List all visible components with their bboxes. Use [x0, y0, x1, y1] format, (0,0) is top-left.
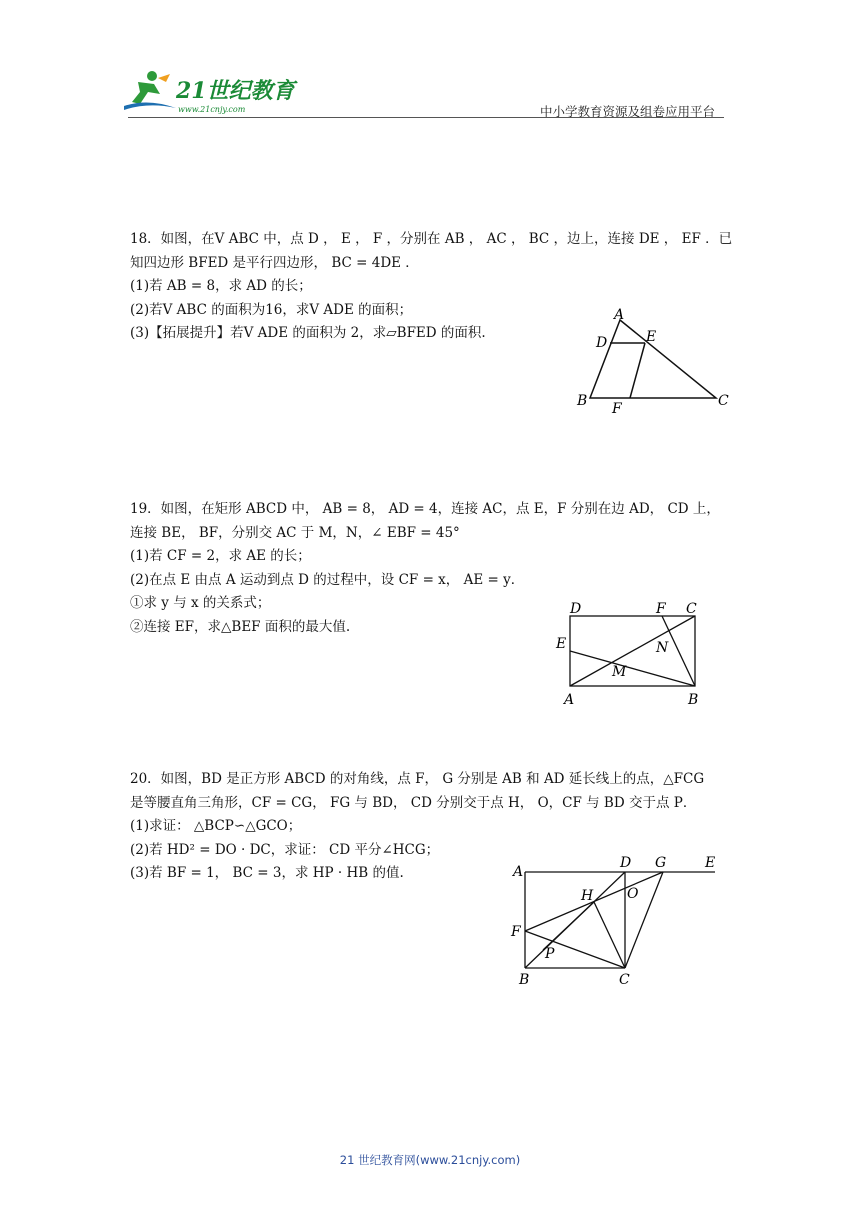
- q20-line-4: (2)若 HD² = DO · DC，求证： CD 平分∠HCG；: [130, 841, 440, 858]
- header-divider: [128, 117, 724, 118]
- q20-line-3: (1)求证： △BCP∽△GCO；: [130, 818, 302, 834]
- q19-label-m: M: [612, 664, 627, 680]
- q20-label-a: A: [513, 864, 524, 880]
- q18-line-2: 知四边形 BFED 是平行四边形， BC = 4DE ．: [130, 254, 419, 271]
- logo-url: www.21cnjy.com: [178, 105, 246, 114]
- q19-line-6: ②连接 EF，求△BEF 面积的最大值.: [130, 618, 351, 635]
- q18-label-e: E: [646, 329, 657, 345]
- q19-label-b: B: [688, 692, 699, 708]
- q19-figure: [550, 596, 720, 711]
- q20-label-f: F: [511, 924, 521, 940]
- q19-label-f: F: [656, 601, 666, 617]
- q20-line-5: (3)若 BF = 1， BC = 3，求 HP · HB 的值.: [130, 865, 404, 881]
- q19-line-3: (1)若 CF = 2，求 AE 的长；: [130, 548, 311, 564]
- q19-line-2: 连接 BE， BF，分别交 AC 于 M，N，∠ EBF = 45°: [130, 524, 460, 541]
- q18-label-a: A: [614, 307, 625, 323]
- q19-label-n: N: [656, 640, 669, 656]
- q20-line-1: 20．如图，BD 是正方形 ABCD 的对角线，点 F， G 分别是 AB 和 AD 延长线上的点，△FCG: [130, 771, 705, 787]
- q19-label-d: D: [570, 601, 582, 617]
- q20-label-e: E: [705, 855, 716, 871]
- q20-label-o: O: [627, 886, 639, 902]
- logo-text: 21世纪教育: [176, 78, 295, 104]
- q18-label-b: B: [577, 393, 588, 409]
- q18-label-c: C: [718, 393, 729, 409]
- q20-label-c: C: [619, 972, 630, 988]
- q20-label-b: B: [519, 972, 530, 988]
- runner-logo-icon: [124, 71, 176, 110]
- q18-line-4: (2)若V ABC 的面积为16，求V ADE 的面积；: [130, 301, 413, 318]
- footer-source: 21 世纪教育网(www.21cnjy.com): [339, 1153, 521, 1167]
- q19-line-5: ①求 y 与 x 的关系式；: [130, 595, 271, 611]
- q18-figure: [570, 300, 740, 420]
- q18-label-f: F: [612, 401, 622, 417]
- q19-label-e: E: [556, 636, 567, 652]
- q20-figure: [505, 850, 735, 995]
- q20-label-d: D: [620, 855, 632, 871]
- q19-label-c: C: [686, 601, 697, 617]
- q19-line-1: 19．如图，在矩形 ABCD 中， AB = 8， AD = 4，连接 AC，点 E，F 分别在边 AD， CD 上，: [130, 501, 720, 517]
- q18-line-1: 18．如图，在V ABC 中，点 D ， E ， F ，分别在 AB ， AC ， BC ，边上，连接 DE ， EF ．已: [130, 231, 733, 247]
- q19-label-a: A: [564, 692, 575, 708]
- q18-line-5: (3)【拓展提升】若V ADE 的面积为 2，求▱BFED 的面积.: [130, 325, 486, 341]
- q18-line-3: (1)若 AB = 8，求 AD 的长；: [130, 278, 312, 294]
- platform-title: 中小学教育资源及组卷应用平台: [540, 104, 716, 119]
- q20-line-2: 是等腰直角三角形，CF = CG， FG 与 BD， CD 分别交于点 H， O，CF 与 BD 交于点 P．: [130, 794, 697, 811]
- site-logo: [118, 68, 298, 116]
- q19-line-4: (2)在点 E 由点 A 运动到点 D 的过程中，设 CF = x， AE = y．: [130, 571, 525, 588]
- q20-label-h: H: [581, 888, 594, 904]
- q20-label-p: P: [545, 946, 555, 962]
- q20-label-g: G: [655, 855, 667, 871]
- q18-label-d: D: [596, 335, 608, 351]
